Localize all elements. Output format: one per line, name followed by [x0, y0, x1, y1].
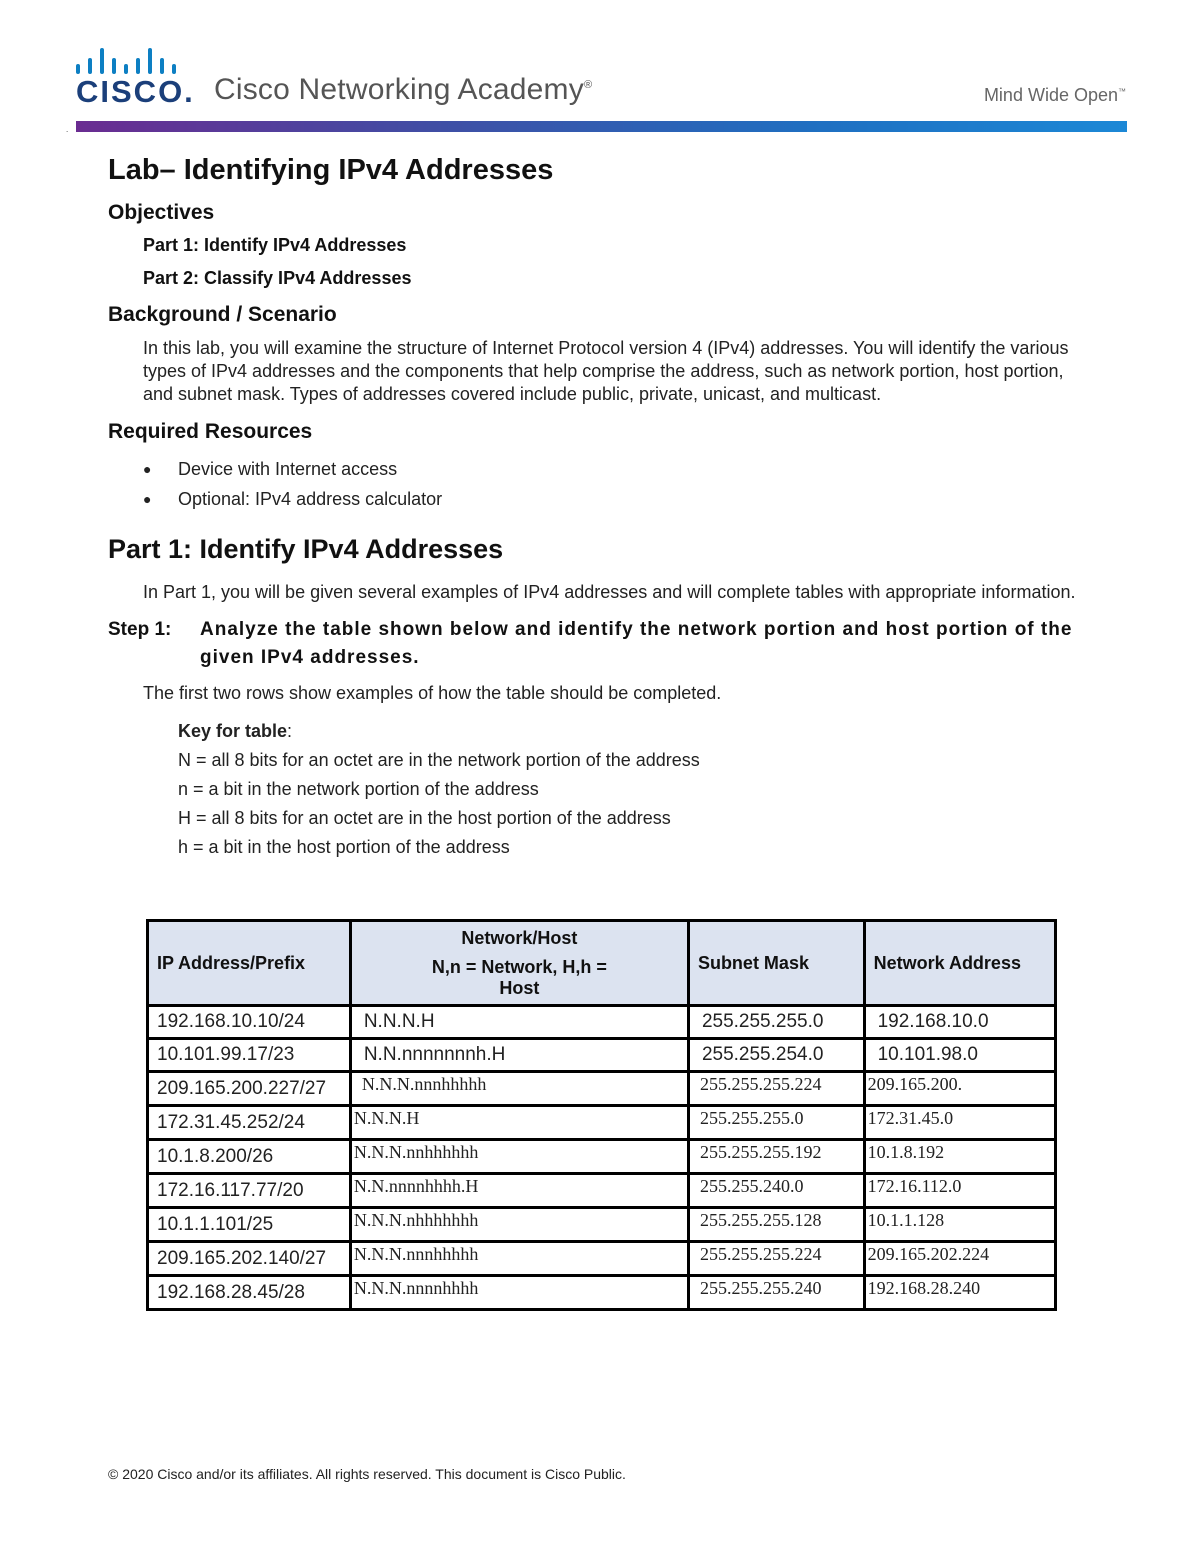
cell-network-host: N.N.nnnnnnnh.H	[350, 1039, 688, 1072]
table-row	[148, 1140, 1056, 1174]
examples-note: The first two rows show examples of how the table should be completed.	[143, 683, 722, 703]
cell-network-host: N.N.N.nnnhhhhh	[350, 1072, 688, 1106]
cell-ip: 10.1.1.101/25	[148, 1208, 351, 1242]
col-header-network-address: Network Address	[864, 921, 1055, 1006]
resources-heading: Required Resources	[108, 420, 313, 443]
cell-network-host: N.N.N.nnhhhhhh	[350, 1140, 688, 1174]
table-row	[148, 1039, 1056, 1072]
cell-network-host: N.N.N.H	[350, 1106, 688, 1140]
cell-network-address: 10.1.8.192	[864, 1140, 1055, 1174]
background-text: In this lab, you will examine the structure of Internet Protocol version 4 (IPv4) addresses. You will identify the various types of IPv4 addresses and the components that help comprise the address, such as network portion, host portion, and subnet mask. Types of addresses covered include public, private, unicast, and multicast.	[143, 338, 1069, 404]
cell-subnet-mask: 255.255.255.192	[688, 1140, 864, 1174]
step-label: Step 1:	[108, 619, 172, 640]
table-row	[148, 1208, 1056, 1242]
cell-network-address: 209.165.202.224	[864, 1242, 1055, 1276]
academy-title: Cisco Networking Academy®	[214, 73, 593, 106]
background-heading: Background / Scenario	[108, 303, 337, 326]
margin-dot: .	[66, 125, 69, 134]
cell-ip: 209.165.200.227/27	[148, 1072, 351, 1106]
cell-subnet-mask: 255.255.255.224	[688, 1242, 864, 1276]
cell-network-address: 172.31.45.0	[864, 1106, 1055, 1140]
table-header-row	[148, 921, 1056, 1006]
cell-subnet-mask: 255.255.255.240	[688, 1276, 864, 1310]
header-gradient-bar	[76, 121, 1127, 132]
trademark-mark: ™	[1118, 87, 1126, 96]
cell-network-address: 10.1.1.128	[864, 1208, 1055, 1242]
objective-item: Part 1: Identify IPv4 Addresses	[143, 235, 407, 255]
step-heading	[108, 616, 1098, 672]
col-header-ip: IP Address/Prefix	[148, 921, 351, 1006]
col-header-subnet-mask: Subnet Mask	[688, 921, 864, 1006]
cell-network-address: 209.165.200.	[864, 1072, 1055, 1106]
step-text: Analyze the table shown below and identify the network portion and host portion of the given IPv4 addresses.	[200, 619, 1073, 668]
key-line: n = a bit in the network portion of the address	[178, 779, 539, 799]
col-header-network-host: Network/Host N,n = Network, H,h = Host	[350, 921, 688, 1006]
objective-item: Part 2: Classify IPv4 Addresses	[143, 268, 412, 288]
key-line: N = all 8 bits for an octet are in the network portion of the address	[178, 750, 700, 770]
page-footer: © 2020 Cisco and/or its affiliates. All rights reserved. This document is Cisco Public.	[108, 1466, 626, 1482]
cell-ip: 172.31.45.252/24	[148, 1106, 351, 1140]
table-row	[148, 1174, 1056, 1208]
cell-ip: 192.168.28.45/28	[148, 1276, 351, 1310]
cell-subnet-mask: 255.255.240.0	[688, 1174, 864, 1208]
resources-list	[143, 454, 1098, 514]
table-row	[148, 1276, 1056, 1310]
tagline: Mind Wide Open™	[983, 85, 1126, 105]
cell-network-host: N.N.N.nnnnhhhh	[350, 1276, 688, 1310]
cell-ip: 209.165.202.140/27	[148, 1242, 351, 1276]
cell-ip: 10.1.8.200/26	[148, 1140, 351, 1174]
cell-network-address: 172.16.112.0	[864, 1174, 1055, 1208]
page-title: Lab– Identifying IPv4 Addresses	[108, 154, 554, 186]
table-row	[148, 1006, 1056, 1039]
cell-ip: 192.168.10.10/24	[148, 1006, 351, 1039]
cell-subnet-mask: 255.255.255.0	[688, 1106, 864, 1140]
part1-heading: Part 1: Identify IPv4 Addresses	[108, 534, 504, 564]
page-header	[0, 0, 1200, 140]
cell-subnet-mask: 255.255.255.128	[688, 1208, 864, 1242]
cell-subnet-mask: 255.255.255.0	[688, 1006, 864, 1039]
cell-network-host: N.N.nnnnhhhh.H	[350, 1174, 688, 1208]
cell-network-address: 10.101.98.0	[864, 1039, 1055, 1072]
cell-subnet-mask: 255.255.255.224	[688, 1072, 864, 1106]
table-row	[148, 1242, 1056, 1276]
table-key: Key for table: N = all 8 bits for an octet are in the network portion of the address n = a bit in the network portion of the address H = all 8 bits for an octet are in the host portion of the address h = a bit in the host portion of the address	[178, 717, 1098, 862]
key-line: H = all 8 bits for an octet are in the host portion of the address	[178, 808, 671, 828]
bullet-icon: ●	[143, 461, 152, 477]
cell-network-address: 192.168.28.240	[864, 1276, 1055, 1310]
cell-ip: 172.16.117.77/20	[148, 1174, 351, 1208]
cell-network-host: N.N.N.nhhhhhhh	[350, 1208, 688, 1242]
key-title: Key for table	[178, 721, 288, 741]
cell-ip: 10.101.99.17/23	[148, 1039, 351, 1072]
table-row	[148, 1106, 1056, 1140]
part1-intro: In Part 1, you will be given several examples of IPv4 addresses and will complete tables with appropriate information.	[143, 582, 1076, 602]
bullet-icon: ●	[143, 491, 152, 507]
table-row	[148, 1072, 1056, 1106]
cell-network-host: N.N.N.nnnhhhhh	[350, 1242, 688, 1276]
cell-network-host: N.N.N.H	[350, 1006, 688, 1039]
list-item: ● Device with Internet access	[143, 454, 1098, 484]
registered-mark: ®	[583, 79, 593, 91]
cell-subnet-mask: 255.255.254.0	[688, 1039, 864, 1072]
objectives-heading: Objectives	[108, 201, 215, 224]
list-item: ● Optional: IPv4 address calculator	[143, 484, 1098, 514]
cisco-logo-word: CISCO.	[76, 74, 195, 109]
document-body	[108, 150, 1098, 862]
cell-network-address: 192.168.10.0	[864, 1006, 1055, 1039]
key-line: h = a bit in the host portion of the address	[178, 837, 510, 857]
ipv4-table	[146, 919, 1057, 1311]
